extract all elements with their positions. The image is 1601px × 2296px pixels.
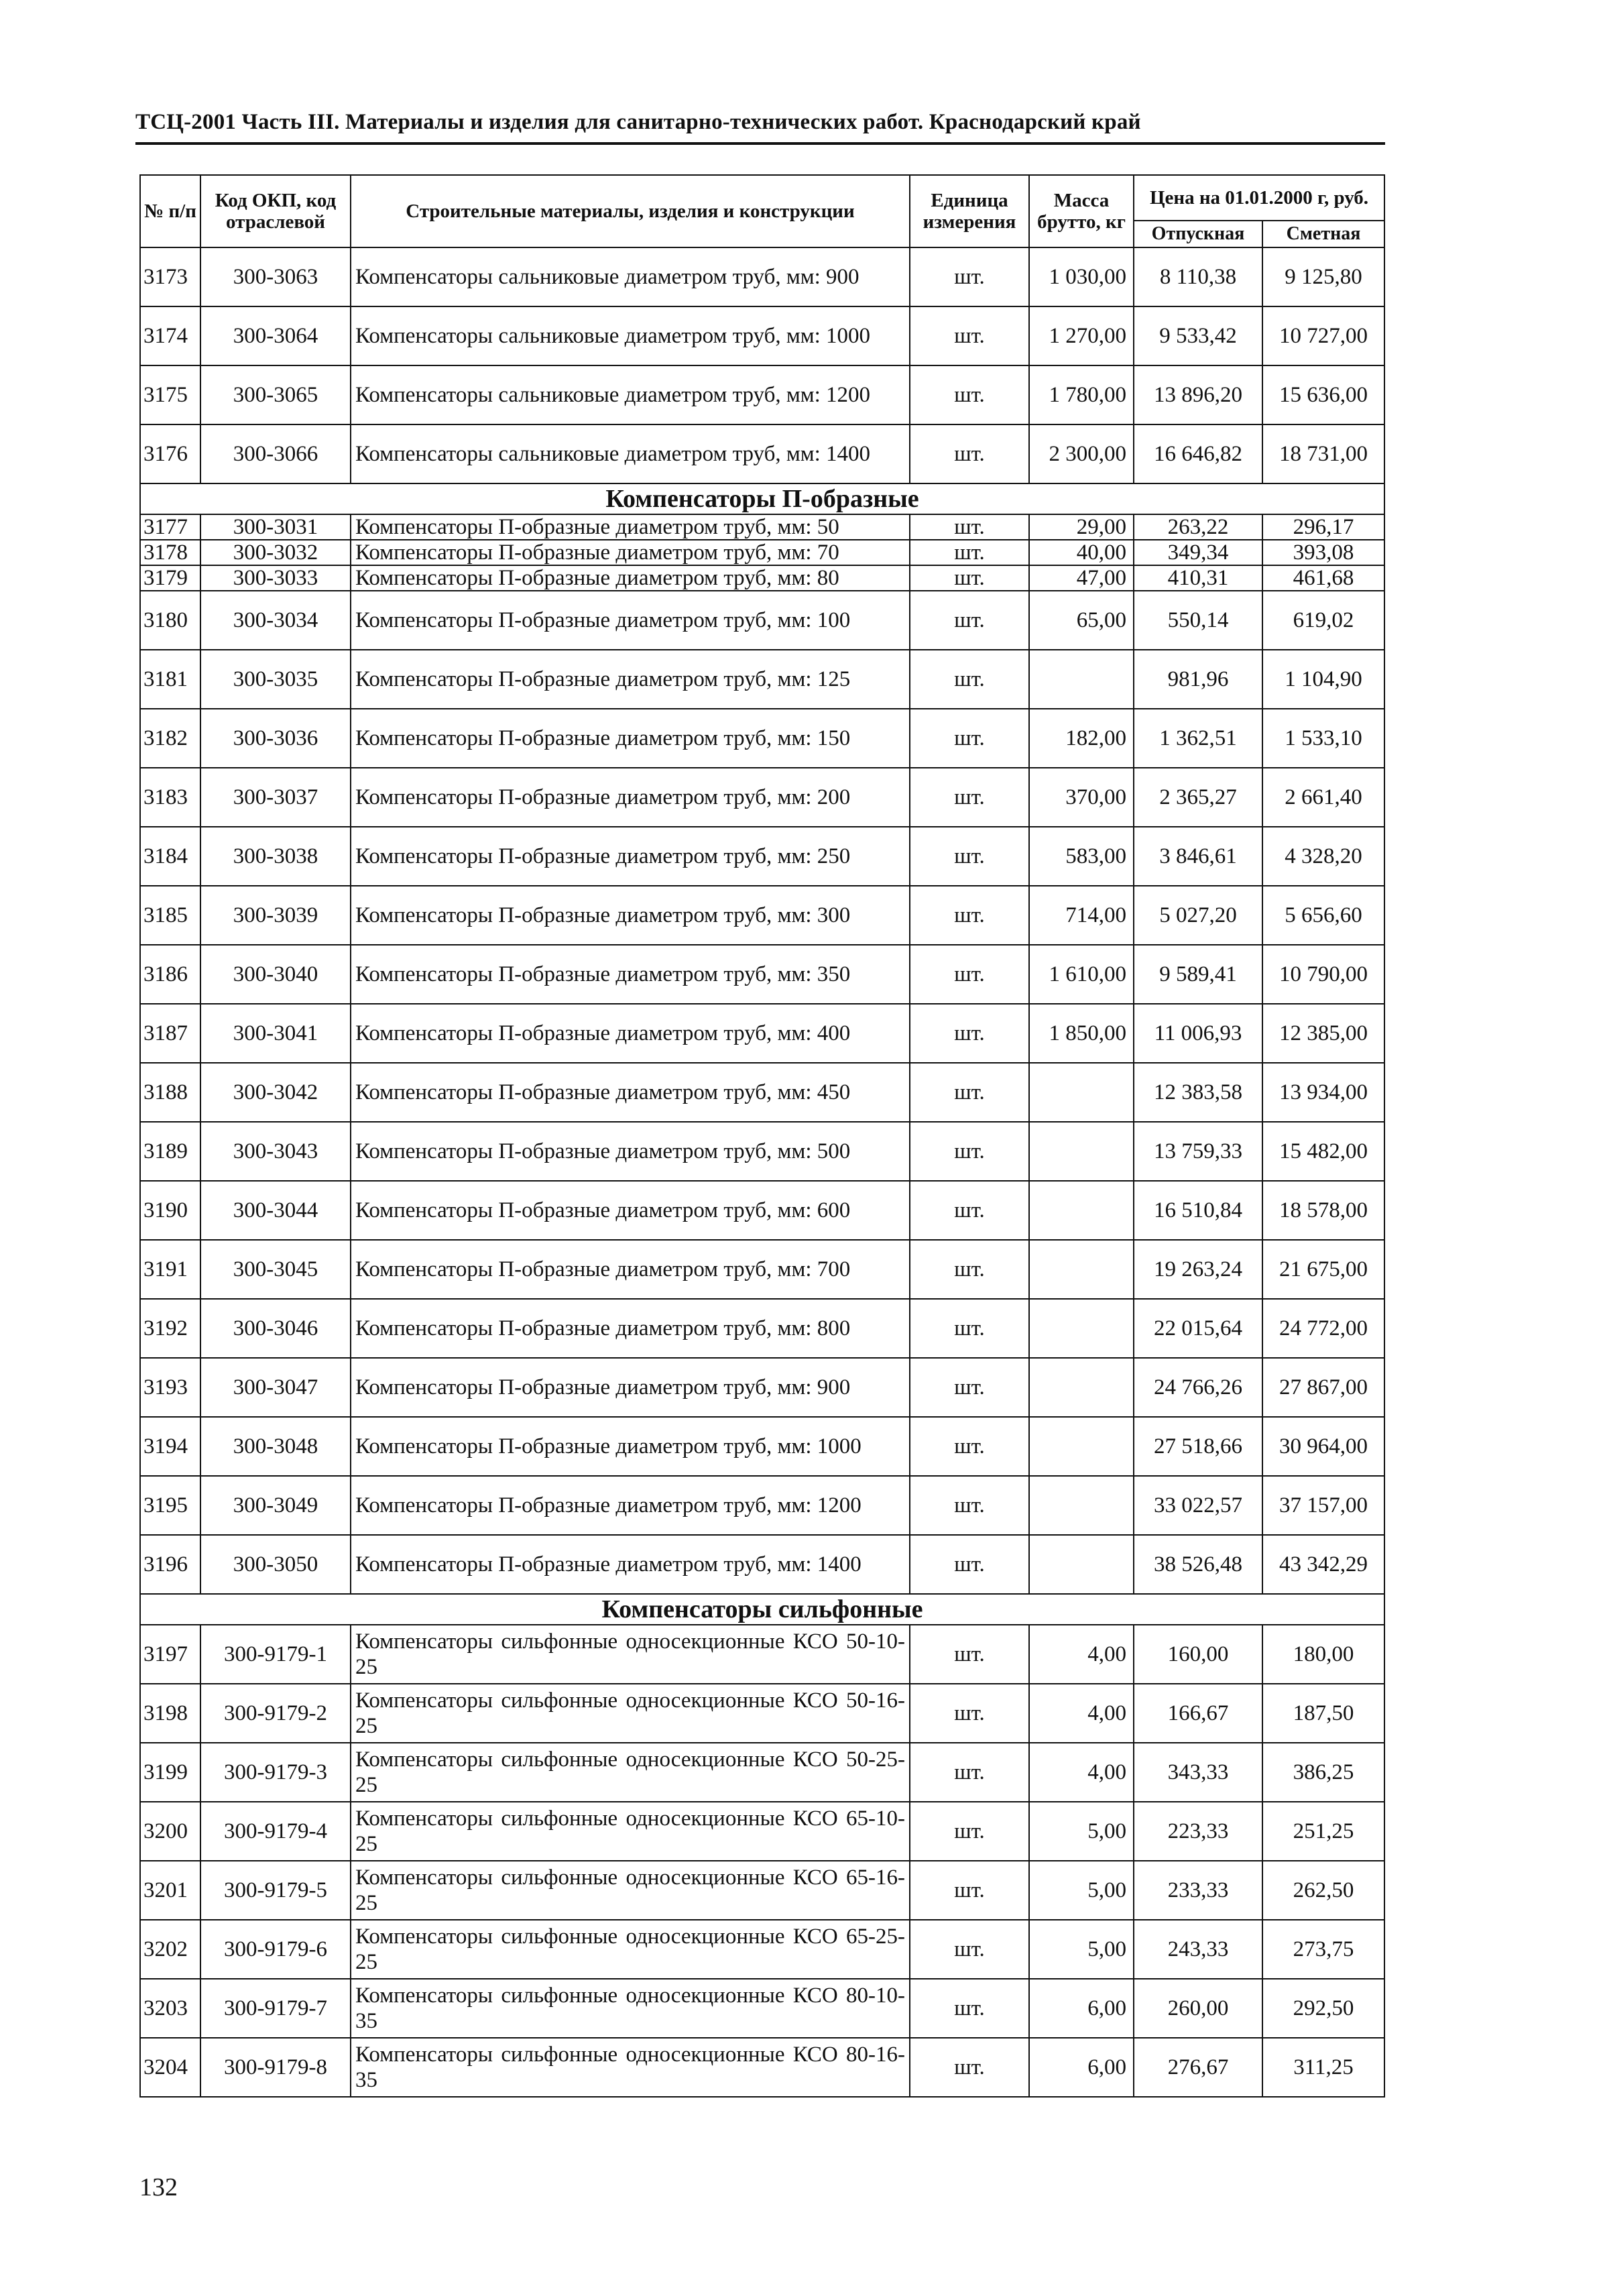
cell-name: Компенсаторы П-образные диаметром труб, мм: 350 (351, 945, 910, 1004)
cell-unit: шт. (910, 540, 1029, 565)
cell-num: 3176 (140, 424, 200, 483)
cell-name: Компенсаторы П-образные диаметром труб, мм: 250 (351, 827, 910, 886)
cell-mass (1029, 650, 1134, 709)
cell-num: 3196 (140, 1535, 200, 1594)
cell-price-release: 160,00 (1134, 1625, 1262, 1684)
cell-price-release: 1 362,51 (1134, 709, 1262, 768)
cell-price-estimate: 4 328,20 (1262, 827, 1384, 886)
cell-code: 300-3033 (200, 565, 351, 591)
table-row (140, 827, 1384, 886)
cell-mass (1029, 1122, 1134, 1181)
cell-price-estimate: 296,17 (1262, 514, 1384, 540)
col-header-price-release: Отпускная (1134, 221, 1262, 247)
cell-unit: шт. (910, 886, 1029, 945)
cell-name: Компенсаторы П-образные диаметром труб, мм: 80 (351, 565, 910, 591)
cell-num: 3190 (140, 1181, 200, 1240)
cell-unit: шт. (910, 514, 1029, 540)
cell-name: Компенсаторы сальниковые диаметром труб, мм: 900 (351, 247, 910, 306)
cell-mass: 65,00 (1029, 591, 1134, 650)
cell-code: 300-3038 (200, 827, 351, 886)
table-row (140, 1920, 1384, 1979)
cell-code: 300-3066 (200, 424, 351, 483)
cell-num: 3200 (140, 1802, 200, 1861)
cell-mass: 2 300,00 (1029, 424, 1134, 483)
table-row (140, 1004, 1384, 1063)
cell-mass: 1 850,00 (1029, 1004, 1134, 1063)
cell-code: 300-3065 (200, 365, 351, 424)
cell-num: 3203 (140, 1979, 200, 2038)
cell-price-release: 2 365,27 (1134, 768, 1262, 827)
table-row (140, 1181, 1384, 1240)
cell-price-estimate: 1 533,10 (1262, 709, 1384, 768)
table-row (140, 1476, 1384, 1535)
cell-num: 3174 (140, 306, 200, 365)
cell-code: 300-3036 (200, 709, 351, 768)
cell-num: 3194 (140, 1417, 200, 1476)
cell-unit: шт. (910, 306, 1029, 365)
cell-num: 3189 (140, 1122, 200, 1181)
cell-code: 300-3041 (200, 1004, 351, 1063)
cell-price-release: 9 589,41 (1134, 945, 1262, 1004)
col-header-mass: Масса брутто, кг (1029, 175, 1134, 247)
cell-name: Компенсаторы П-образные диаметром труб, мм: 200 (351, 768, 910, 827)
cell-code: 300-3040 (200, 945, 351, 1004)
cell-price-estimate: 27 867,00 (1262, 1358, 1384, 1417)
cell-price-estimate: 13 934,00 (1262, 1063, 1384, 1122)
cell-price-estimate: 262,50 (1262, 1861, 1384, 1920)
cell-unit: шт. (910, 1299, 1029, 1358)
cell-name: Компенсаторы сальниковые диаметром труб, мм: 1000 (351, 306, 910, 365)
cell-unit: шт. (910, 1861, 1029, 1920)
table-row (140, 540, 1384, 565)
cell-price-release: 550,14 (1134, 591, 1262, 650)
section-header-row (140, 483, 1384, 514)
cell-unit: шт. (910, 1004, 1029, 1063)
cell-price-release: 5 027,20 (1134, 886, 1262, 945)
cell-name: Компенсаторы сильфонные односекционные КСО 65-25-25 (351, 1920, 910, 1979)
cell-code: 300-3050 (200, 1535, 351, 1594)
cell-price-release: 24 766,26 (1134, 1358, 1262, 1417)
cell-code: 300-3064 (200, 306, 351, 365)
cell-unit: шт. (910, 1802, 1029, 1861)
document-header: ТСЦ-2001 Часть III. Материалы и изделия для санитарно-технических работ. Краснодарский край (135, 110, 1141, 134)
cell-unit: шт. (910, 1476, 1029, 1535)
page-number: 132 (139, 2173, 178, 2201)
cell-code: 300-3063 (200, 247, 351, 306)
cell-unit: шт. (910, 1181, 1029, 1240)
cell-unit: шт. (910, 424, 1029, 483)
cell-unit: шт. (910, 2038, 1029, 2097)
col-header-code: Код ОКП, код отраслевой (200, 175, 351, 247)
cell-price-estimate: 461,68 (1262, 565, 1384, 591)
cell-mass: 40,00 (1029, 540, 1134, 565)
cell-code: 300-3034 (200, 591, 351, 650)
cell-mass: 714,00 (1029, 886, 1134, 945)
cell-price-release: 38 526,48 (1134, 1535, 1262, 1594)
cell-num: 3204 (140, 2038, 200, 2097)
table-row (140, 424, 1384, 483)
cell-num: 3181 (140, 650, 200, 709)
cell-price-release: 349,34 (1134, 540, 1262, 565)
cell-num: 3202 (140, 1920, 200, 1979)
cell-unit: шт. (910, 1920, 1029, 1979)
cell-price-estimate: 12 385,00 (1262, 1004, 1384, 1063)
cell-price-estimate: 311,25 (1262, 2038, 1384, 2097)
cell-num: 3175 (140, 365, 200, 424)
table-row (140, 709, 1384, 768)
cell-price-release: 27 518,66 (1134, 1417, 1262, 1476)
cell-price-release: 16 510,84 (1134, 1181, 1262, 1240)
cell-name: Компенсаторы П-образные диаметром труб, мм: 800 (351, 1299, 910, 1358)
table-row (140, 306, 1384, 365)
header-rule (135, 142, 1385, 145)
col-header-price: Цена на 01.01.2000 г, руб. (1134, 175, 1384, 221)
cell-price-estimate: 18 578,00 (1262, 1181, 1384, 1240)
cell-price-release: 243,33 (1134, 1920, 1262, 1979)
table-row (140, 1122, 1384, 1181)
cell-price-estimate: 292,50 (1262, 1979, 1384, 2038)
cell-unit: шт. (910, 1063, 1029, 1122)
cell-code: 300-9179-8 (200, 2038, 351, 2097)
table-row (140, 1299, 1384, 1358)
cell-unit: шт. (910, 365, 1029, 424)
cell-name: Компенсаторы П-образные диаметром труб, мм: 900 (351, 1358, 910, 1417)
table-row (140, 591, 1384, 650)
cell-price-estimate: 15 636,00 (1262, 365, 1384, 424)
cell-mass: 5,00 (1029, 1861, 1134, 1920)
cell-price-estimate: 180,00 (1262, 1625, 1384, 1684)
table-row (140, 886, 1384, 945)
cell-num: 3185 (140, 886, 200, 945)
cell-price-estimate: 2 661,40 (1262, 768, 1384, 827)
cell-unit: шт. (910, 768, 1029, 827)
cell-unit: шт. (910, 650, 1029, 709)
cell-mass: 182,00 (1029, 709, 1134, 768)
section-header-row (140, 1594, 1384, 1625)
cell-name: Компенсаторы П-образные диаметром труб, мм: 700 (351, 1240, 910, 1299)
cell-price-release: 263,22 (1134, 514, 1262, 540)
cell-code: 300-3046 (200, 1299, 351, 1358)
cell-price-release: 410,31 (1134, 565, 1262, 591)
cell-num: 3182 (140, 709, 200, 768)
table-row (140, 1417, 1384, 1476)
cell-name: Компенсаторы сальниковые диаметром труб, мм: 1400 (351, 424, 910, 483)
cell-price-estimate: 251,25 (1262, 1802, 1384, 1861)
cell-num: 3195 (140, 1476, 200, 1535)
cell-code: 300-9179-2 (200, 1684, 351, 1743)
cell-price-release: 22 015,64 (1134, 1299, 1262, 1358)
cell-price-estimate: 30 964,00 (1262, 1417, 1384, 1476)
cell-mass: 1 030,00 (1029, 247, 1134, 306)
cell-code: 300-3048 (200, 1417, 351, 1476)
cell-name: Компенсаторы П-образные диаметром труб, мм: 100 (351, 591, 910, 650)
table-row (140, 1358, 1384, 1417)
table-row (140, 514, 1384, 540)
cell-name: Компенсаторы сильфонные односекционные КСО 50-10-25 (351, 1625, 910, 1684)
cell-price-estimate: 10 727,00 (1262, 306, 1384, 365)
cell-mass: 370,00 (1029, 768, 1134, 827)
table-row (140, 2038, 1384, 2097)
cell-price-release: 276,67 (1134, 2038, 1262, 2097)
cell-mass: 1 270,00 (1029, 306, 1134, 365)
cell-mass: 5,00 (1029, 1802, 1134, 1861)
cell-price-estimate: 15 482,00 (1262, 1122, 1384, 1181)
cell-unit: шт. (910, 1684, 1029, 1743)
cell-mass: 4,00 (1029, 1625, 1134, 1684)
cell-name: Компенсаторы П-образные диаметром труб, мм: 125 (351, 650, 910, 709)
cell-num: 3199 (140, 1743, 200, 1802)
section-title: Компенсаторы сильфонные (140, 1594, 1384, 1625)
cell-name: Компенсаторы сильфонные односекционные КСО 65-16-25 (351, 1861, 910, 1920)
table-row (140, 1979, 1384, 2038)
cell-num: 3177 (140, 514, 200, 540)
cell-num: 3201 (140, 1861, 200, 1920)
cell-price-estimate: 1 104,90 (1262, 650, 1384, 709)
table-row (140, 1063, 1384, 1122)
cell-code: 300-3039 (200, 886, 351, 945)
cell-code: 300-9179-1 (200, 1625, 351, 1684)
cell-code: 300-3043 (200, 1122, 351, 1181)
cell-code: 300-3049 (200, 1476, 351, 1535)
cell-code: 300-9179-5 (200, 1861, 351, 1920)
cell-mass: 1 610,00 (1029, 945, 1134, 1004)
cell-name: Компенсаторы П-образные диаметром труб, мм: 1400 (351, 1535, 910, 1594)
cell-code: 300-3044 (200, 1181, 351, 1240)
cell-price-release: 233,33 (1134, 1861, 1262, 1920)
table-row (140, 1535, 1384, 1594)
cell-unit: шт. (910, 1122, 1029, 1181)
cell-code: 300-3045 (200, 1240, 351, 1299)
cell-num: 3186 (140, 945, 200, 1004)
table-row (140, 650, 1384, 709)
cell-mass: 47,00 (1029, 565, 1134, 591)
table-row (140, 1684, 1384, 1743)
cell-name: Компенсаторы П-образные диаметром труб, мм: 600 (351, 1181, 910, 1240)
cell-price-estimate: 18 731,00 (1262, 424, 1384, 483)
col-header-num: № п/п (140, 175, 200, 247)
cell-code: 300-3047 (200, 1358, 351, 1417)
cell-mass: 6,00 (1029, 2038, 1134, 2097)
cell-num: 3180 (140, 591, 200, 650)
cell-mass (1029, 1240, 1134, 1299)
cell-unit: шт. (910, 1979, 1029, 2038)
cell-code: 300-3035 (200, 650, 351, 709)
cell-unit: шт. (910, 827, 1029, 886)
cell-num: 3197 (140, 1625, 200, 1684)
cell-price-estimate: 619,02 (1262, 591, 1384, 650)
cell-price-release: 981,96 (1134, 650, 1262, 709)
cell-unit: шт. (910, 709, 1029, 768)
cell-name: Компенсаторы сальниковые диаметром труб, мм: 1200 (351, 365, 910, 424)
cell-num: 3193 (140, 1358, 200, 1417)
cell-num: 3191 (140, 1240, 200, 1299)
cell-mass: 6,00 (1029, 1979, 1134, 2038)
cell-code: 300-9179-4 (200, 1802, 351, 1861)
cell-unit: шт. (910, 1625, 1029, 1684)
cell-price-release: 19 263,24 (1134, 1240, 1262, 1299)
cell-num: 3198 (140, 1684, 200, 1743)
cell-mass: 4,00 (1029, 1743, 1134, 1802)
table-row (140, 1861, 1384, 1920)
cell-mass (1029, 1181, 1134, 1240)
cell-num: 3173 (140, 247, 200, 306)
cell-unit: шт. (910, 945, 1029, 1004)
cell-price-estimate: 5 656,60 (1262, 886, 1384, 945)
cell-name: Компенсаторы П-образные диаметром труб, мм: 150 (351, 709, 910, 768)
cell-price-release: 3 846,61 (1134, 827, 1262, 886)
price-table (139, 174, 1385, 2098)
cell-name: Компенсаторы П-образные диаметром труб, мм: 450 (351, 1063, 910, 1122)
cell-price-estimate: 187,50 (1262, 1684, 1384, 1743)
cell-price-release: 8 110,38 (1134, 247, 1262, 306)
cell-price-estimate: 21 675,00 (1262, 1240, 1384, 1299)
cell-num: 3184 (140, 827, 200, 886)
cell-name: Компенсаторы сильфонные односекционные КСО 80-10-35 (351, 1979, 910, 2038)
cell-mass: 5,00 (1029, 1920, 1134, 1979)
cell-num: 3179 (140, 565, 200, 591)
cell-name: Компенсаторы П-образные диаметром труб, мм: 400 (351, 1004, 910, 1063)
cell-mass (1029, 1358, 1134, 1417)
cell-code: 300-9179-6 (200, 1920, 351, 1979)
table-row (140, 768, 1384, 827)
table-row (140, 1802, 1384, 1861)
cell-mass: 1 780,00 (1029, 365, 1134, 424)
cell-name: Компенсаторы П-образные диаметром труб, мм: 70 (351, 540, 910, 565)
col-header-price-estimate: Сметная (1262, 221, 1384, 247)
cell-price-release: 13 759,33 (1134, 1122, 1262, 1181)
cell-name: Компенсаторы сильфонные односекционные КСО 65-10-25 (351, 1802, 910, 1861)
cell-price-estimate: 273,75 (1262, 1920, 1384, 1979)
cell-code: 300-9179-3 (200, 1743, 351, 1802)
section-title: Компенсаторы П-образные (140, 483, 1384, 514)
cell-mass (1029, 1476, 1134, 1535)
table-row (140, 365, 1384, 424)
table-row (140, 1240, 1384, 1299)
cell-name: Компенсаторы П-образные диаметром труб, мм: 300 (351, 886, 910, 945)
cell-name: Компенсаторы сильфонные односекционные КСО 50-16-25 (351, 1684, 910, 1743)
cell-name: Компенсаторы сильфонные односекционные КСО 80-16-35 (351, 2038, 910, 2097)
cell-unit: шт. (910, 1240, 1029, 1299)
table-row (140, 565, 1384, 591)
cell-unit: шт. (910, 565, 1029, 591)
table-row (140, 1743, 1384, 1802)
cell-mass: 4,00 (1029, 1684, 1134, 1743)
cell-num: 3192 (140, 1299, 200, 1358)
col-header-name: Строительные материалы, изделия и конструкции (351, 175, 910, 247)
cell-price-estimate: 386,25 (1262, 1743, 1384, 1802)
cell-price-release: 33 022,57 (1134, 1476, 1262, 1535)
cell-price-estimate: 37 157,00 (1262, 1476, 1384, 1535)
cell-name: Компенсаторы П-образные диаметром труб, мм: 1000 (351, 1417, 910, 1476)
cell-price-release: 260,00 (1134, 1979, 1262, 2038)
cell-num: 3183 (140, 768, 200, 827)
cell-price-release: 343,33 (1134, 1743, 1262, 1802)
cell-code: 300-9179-7 (200, 1979, 351, 2038)
table-row (140, 1625, 1384, 1684)
cell-price-release: 16 646,82 (1134, 424, 1262, 483)
cell-price-release: 12 383,58 (1134, 1063, 1262, 1122)
cell-mass (1029, 1535, 1134, 1594)
col-header-unit: Единица измерения (910, 175, 1029, 247)
cell-unit: шт. (910, 591, 1029, 650)
cell-unit: шт. (910, 1358, 1029, 1417)
cell-price-release: 11 006,93 (1134, 1004, 1262, 1063)
cell-price-release: 13 896,20 (1134, 365, 1262, 424)
table-row (140, 247, 1384, 306)
cell-unit: шт. (910, 247, 1029, 306)
cell-unit: шт. (910, 1743, 1029, 1802)
cell-price-release: 223,33 (1134, 1802, 1262, 1861)
cell-price-release: 166,67 (1134, 1684, 1262, 1743)
cell-name: Компенсаторы сильфонные односекционные КСО 50-25-25 (351, 1743, 910, 1802)
cell-mass (1029, 1299, 1134, 1358)
cell-code: 300-3032 (200, 540, 351, 565)
cell-num: 3178 (140, 540, 200, 565)
cell-price-estimate: 24 772,00 (1262, 1299, 1384, 1358)
cell-unit: шт. (910, 1535, 1029, 1594)
cell-mass: 583,00 (1029, 827, 1134, 886)
cell-name: Компенсаторы П-образные диаметром труб, мм: 500 (351, 1122, 910, 1181)
cell-price-estimate: 393,08 (1262, 540, 1384, 565)
cell-code: 300-3037 (200, 768, 351, 827)
cell-mass (1029, 1063, 1134, 1122)
cell-mass (1029, 1417, 1134, 1476)
cell-price-estimate: 9 125,80 (1262, 247, 1384, 306)
cell-num: 3188 (140, 1063, 200, 1122)
table-row (140, 945, 1384, 1004)
cell-price-release: 9 533,42 (1134, 306, 1262, 365)
cell-code: 300-3031 (200, 514, 351, 540)
cell-price-estimate: 43 342,29 (1262, 1535, 1384, 1594)
cell-unit: шт. (910, 1417, 1029, 1476)
cell-num: 3187 (140, 1004, 200, 1063)
cell-name: Компенсаторы П-образные диаметром труб, мм: 1200 (351, 1476, 910, 1535)
cell-mass: 29,00 (1029, 514, 1134, 540)
cell-name: Компенсаторы П-образные диаметром труб, мм: 50 (351, 514, 910, 540)
cell-price-estimate: 10 790,00 (1262, 945, 1384, 1004)
cell-code: 300-3042 (200, 1063, 351, 1122)
